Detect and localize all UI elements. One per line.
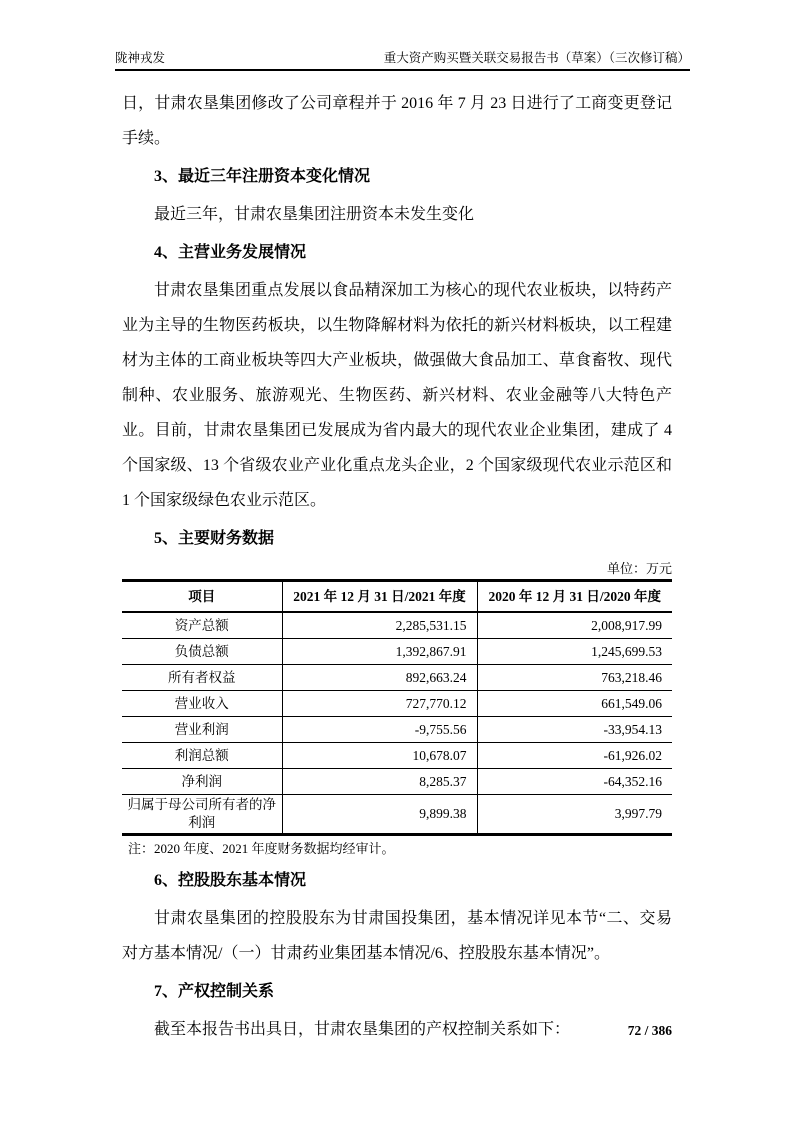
table-note: 注：2020 年度、2021 年度财务数据均经审计。 bbox=[128, 841, 395, 856]
table-header-2021: 2021 年 12 月 31 日/2021 年度 bbox=[282, 581, 477, 613]
table-row bbox=[122, 795, 672, 835]
table-cell-item: 资产总额 bbox=[122, 612, 282, 639]
table-cell-item: 净利润 bbox=[122, 769, 282, 795]
header-report-title: 重大资产购买暨关联交易报告书（草案）（三次修订稿） bbox=[383, 51, 690, 65]
page-footer bbox=[122, 1022, 672, 1040]
table-cell-item: 利润总额 bbox=[122, 743, 282, 769]
paragraph-main-business: 甘肃农垦集团重点发展以食品精深加工为核心的现代农业板块，以特药产业为主导的生物医药板块，以生物降解材料为依托的新兴材料板块，以工程建材为主体的工商业板块等四大产业板块，做强做大食品加工、草食畜牧、现代制种、农业服务、旅游观光、生物医药、新兴材料、农业金融等八大特色产业。目前，甘肃农垦集团已发展成为省内最大的现代农业企业集团，建成了 4 个国家级、13 个省级农业产业化重点龙头企业，2 个国家级现代农业示范区和 1 个国家级绿色农业示范区。 bbox=[122, 282, 672, 509]
paragraph-controlling-shareholder: 甘肃农垦集团的控股股东为甘肃国投集团，基本情况详见本节“二、交易对方基本情况/（一）甘肃药业集团基本情况/6、控股股东基本情况”。 bbox=[122, 910, 672, 962]
header-company-name: 陇神戎发 bbox=[115, 51, 166, 65]
table-row bbox=[122, 769, 672, 795]
paragraph-ownership-control: 截至本报告书出具日，甘肃农垦集团的产权控制关系如下： bbox=[154, 1021, 571, 1038]
table-cell-2020: -64,352.16 bbox=[477, 769, 672, 795]
table-cell-item: 营业利润 bbox=[122, 717, 282, 743]
table-cell-item: 归属于母公司所有者的净利润 bbox=[122, 795, 282, 835]
table-row bbox=[122, 691, 672, 717]
table-header-2020: 2020 年 12 月 31 日/2020 年度 bbox=[477, 581, 672, 613]
table-cell-2021: 2,285,531.15 bbox=[282, 612, 477, 639]
table-cell-2021: 727,770.12 bbox=[282, 691, 477, 717]
table-cell-item: 负债总额 bbox=[122, 639, 282, 665]
table-header-row bbox=[122, 581, 672, 613]
table-cell-2020: 661,549.06 bbox=[477, 691, 672, 717]
paragraph-registered-capital: 最近三年，甘肃农垦集团注册资本未发生变化 bbox=[154, 206, 475, 223]
heading-controlling-shareholder: 6、控股股东基本情况 bbox=[154, 872, 307, 889]
table-cell-2020: 1,245,699.53 bbox=[477, 639, 672, 665]
table-row bbox=[122, 665, 672, 691]
table-cell-2021: 10,678.07 bbox=[282, 743, 477, 769]
table-cell-2021: 892,663.24 bbox=[282, 665, 477, 691]
table-cell-2020: -33,954.13 bbox=[477, 717, 672, 743]
heading-main-business: 4、主营业务发展情况 bbox=[154, 244, 307, 261]
heading-registered-capital: 3、最近三年注册资本变化情况 bbox=[154, 168, 371, 185]
table-cell-2021: -9,755.56 bbox=[282, 717, 477, 743]
paragraph-continuation: 日，甘肃农垦集团修改了公司章程并于 2016 年 7 月 23 日进行了工商变更登记手续。 bbox=[122, 95, 672, 147]
page-number: 72 / 386 bbox=[627, 1023, 672, 1038]
table-cell-2021: 9,899.38 bbox=[282, 795, 477, 835]
table-cell-2020: 3,997.79 bbox=[477, 795, 672, 835]
table-cell-item: 营业收入 bbox=[122, 691, 282, 717]
table-header-item: 项目 bbox=[122, 581, 282, 613]
page-header bbox=[115, 50, 690, 71]
table-row bbox=[122, 612, 672, 639]
financial-data-table bbox=[122, 579, 672, 836]
table-row bbox=[122, 717, 672, 743]
table-cell-item: 所有者权益 bbox=[122, 665, 282, 691]
table-row bbox=[122, 639, 672, 665]
table-row bbox=[122, 743, 672, 769]
table-cell-2021: 8,285.37 bbox=[282, 769, 477, 795]
heading-ownership-control: 7、产权控制关系 bbox=[154, 983, 275, 1000]
heading-financial-data: 5、主要财务数据 bbox=[154, 530, 275, 547]
table-cell-2020: 2,008,917.99 bbox=[591, 617, 662, 633]
table-cell-2020: 763,218.46 bbox=[477, 665, 672, 691]
table-cell-2020: -61,926.02 bbox=[477, 743, 672, 769]
table-unit-label: 单位：万元 bbox=[606, 561, 672, 576]
page-body bbox=[122, 86, 672, 1047]
table-cell-2021: 1,392,867.91 bbox=[282, 639, 477, 665]
